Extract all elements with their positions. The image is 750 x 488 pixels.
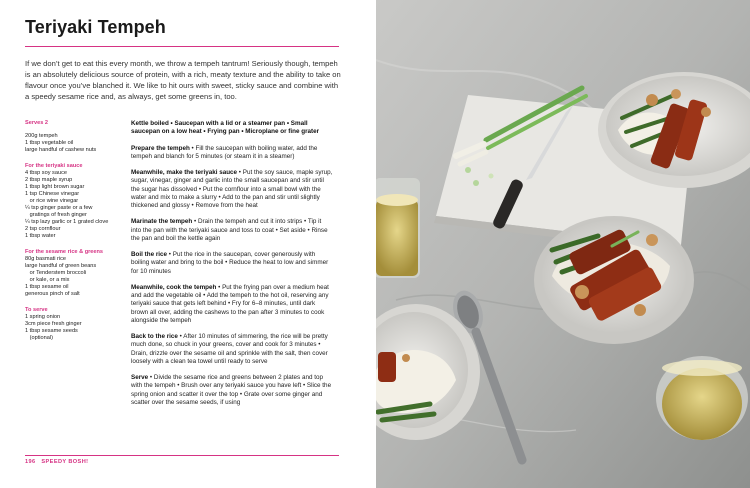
- ingredient-item: or Tenderstem broccoli: [25, 270, 87, 276]
- ingredient-item: 1 tbsp sesame oil: [25, 284, 69, 290]
- ingredient-item: 2 tsp cornflour: [25, 226, 61, 232]
- ingredient-item: 1 spring onion: [25, 314, 61, 320]
- ingredient-item: large handful of green beans: [25, 263, 97, 269]
- book-title: SPEEDY BOSH!: [41, 459, 89, 465]
- ingredient-item: 2 tbsp maple syrup: [25, 177, 73, 183]
- ingredient-item: (optional): [25, 335, 53, 341]
- ingredient-item: large handful of cashew nuts: [25, 147, 97, 153]
- step-text: After 10 minutes of simmering, the rice will be pretty much done, so chuck in your greens, cover and cook for 3 minutes • Drain, drizzle over the sesame oil and sprinkle with the salt, then cover loosely with a clean tea towel until ready to serve: [131, 333, 328, 365]
- title-divider: [25, 46, 339, 47]
- ingredient-item: ¼ tsp ginger paste or a few: [25, 205, 93, 211]
- step-title: Prepare the tempeh: [131, 144, 190, 152]
- step-text: Put the frying pan over a medium heat and add the vegetable oil • Add the tempeh to the hot oil, reserving any teriyaki sauce that gets left behind • Fry for 6–8 minutes, until dark brown all over, adding the cashews to the pan after 3 minutes to cook alongside the tempeh: [131, 283, 329, 324]
- footer-divider: [25, 455, 339, 456]
- step-title: Serve: [131, 374, 149, 382]
- rice-heading: For the sesame rice & greens: [25, 249, 104, 255]
- ingredient-item: 200g tempeh: [25, 133, 58, 139]
- ingredient-item: 3cm piece fresh ginger: [25, 321, 82, 327]
- ingredient-item: 1 tbsp water: [25, 233, 56, 239]
- step-text: Drain the tempeh and cut it into strips • Tip it into the pan with the teriyaki sauce and toss to coat • Set aside • Rinse the pan and boil the kettle again: [131, 218, 328, 242]
- ingredient-item: or rice wine vinegar: [25, 198, 79, 204]
- ingredient-item: 1 tbsp sesame seeds: [25, 328, 78, 334]
- step-text: Put the rice in the saucepan, cover generously with boiling water and bring to the boil • Reduce the heat to low and simmer for 10 minutes: [131, 251, 329, 275]
- equipment-list: [131, 120, 333, 136]
- step-text: Fill the saucepan with boiling water, add the tempeh and blanch for 5 minutes (or steam it in a steamer): [131, 144, 318, 160]
- serve-heading: To serve: [25, 307, 48, 313]
- step-title: Meanwhile, make the teriyaki sauce: [131, 169, 238, 177]
- method-step: Meanwhile, make the teriyaki sauce • Put the soy sauce, maple syrup, sugar, vinegar, ginger and garlic into the small saucepan and stir until the sugar has dissolved • Put the cornflour into a small bowl with the water and mix to make a slurry • Add to the pan and stir until slightly thickened and glossy • Remove from the heat: [131, 169, 333, 209]
- step-text: Put the soy sauce, maple syrup, sugar, vinegar, ginger and garlic into the small saucepan and stir until the sugar has dissolved • Put the cornflour into a small bowl with the water and mix to make a slurry • Add to the pan and stir until slightly thickened and glossy • Remove from the heat: [131, 169, 333, 209]
- equipment-text: Kettle boiled • Saucepan with a lid or a steamer pan • Small saucepan on a low heat • Frying pan • Microplane or fine grater: [131, 120, 320, 136]
- step-title: Boil the rice: [131, 251, 168, 259]
- ingredient-item: ¼ tsp lazy garlic or 1 grated clove: [25, 219, 109, 225]
- method-step: Marinate the tempeh • Drain the tempeh and cut it into strips • Tip it into the pan with the teriyaki sauce and toss to coat • Set aside • Rinse the pan and boil the kettle again: [131, 218, 328, 242]
- step-title: Marinate the tempeh: [131, 218, 193, 226]
- method-step: Prepare the tempeh • Fill the saucepan with boiling water, add the tempeh and blanch for 5 minutes (or steam it in a steamer): [131, 144, 318, 160]
- page-footer: [25, 459, 88, 465]
- ingredient-item: generous pinch of salt: [25, 291, 80, 297]
- serve-ingredients-list: [25, 314, 127, 342]
- method-column: [131, 120, 333, 415]
- ingredient-item: 1 tsp Chinese vinegar: [25, 191, 80, 197]
- recipe-intro: If we don’t get to eat this every month, we throw a tempeh tantrum! Seriously though, tempeh is an absolutely delicious source of protein, with a rich, meaty texture and the ability to take on flavour once you’ve blanched it. We like to hit ours with sweet, sticky sauce and combine with a speedy sesame rice and, as always, get some greens in, too.: [25, 59, 341, 101]
- ingredients-column: [25, 120, 127, 342]
- drink-glass-right: [656, 356, 748, 440]
- ingredient-item: 1 tbsp vegetable oil: [25, 140, 74, 146]
- ingredient-item: 4 tbsp soy sauce: [25, 170, 67, 176]
- ingredient-item: or kale, or a mix: [25, 277, 70, 283]
- drink-glass-left: [376, 178, 420, 278]
- method-step: Back to the rice • After 10 minutes of simmering, the rice will be pretty much done, so chuck in your greens, cover and cook for 3 minutes • Drain, drizzle over the sesame oil and sprinkle with the salt, then cover loosely with a clean tea towel until ready to serve: [131, 333, 328, 365]
- step-title: Meanwhile, cook the tempeh: [131, 283, 217, 291]
- sauce-heading: For the teriyaki sauce: [25, 163, 83, 169]
- bowl-center: [534, 216, 694, 344]
- sauce-ingredients-list: [25, 170, 127, 240]
- main-ingredients-list: [25, 133, 127, 154]
- ingredient-item: 80g basmati rice: [25, 256, 67, 262]
- step-text: Divide the sesame rice and greens between 2 plates and top with the tempeh • Brush over any teriyaki sauce you have left • Slice the spring onion and scatter it over the top • Grate over some ginger and scatter over the sesame seeds, if using: [131, 374, 332, 406]
- page-number: 196: [25, 459, 36, 465]
- serves-heading: Serves 2: [25, 120, 49, 126]
- food-photo: [376, 0, 750, 488]
- recipe-title: Teriyaki Tempeh: [25, 17, 166, 37]
- method-step: Meanwhile, cook the tempeh • Put the frying pan over a medium heat and add the vegetable oil • Add the tempeh to the hot oil, reserving any teriyaki sauce that gets left behind • Fry for 6–8 minutes, until dark brown all over, adding the cashews to the pan after 3 minutes to cook alongside the tempeh: [131, 283, 329, 324]
- method-step: Serve • Divide the sesame rice and greens between 2 plates and top with the tempeh • Brush over any teriyaki sauce you have left • Slice the spring onion and scatter it over the top • Grate over some ginger and scatter over the sesame seeds, if using: [131, 374, 332, 406]
- method-steps: [131, 145, 333, 407]
- ingredient-item: 1 tbsp light brown sugar: [25, 184, 85, 190]
- rice-ingredients-list: [25, 256, 127, 298]
- step-title: Back to the rice: [131, 333, 178, 341]
- method-step: Boil the rice • Put the rice in the saucepan, cover generously with boiling water and bring to the boil • Reduce the heat to low and simmer for 10 minutes: [131, 251, 329, 275]
- ingredient-item: gratings of fresh ginger: [25, 212, 87, 218]
